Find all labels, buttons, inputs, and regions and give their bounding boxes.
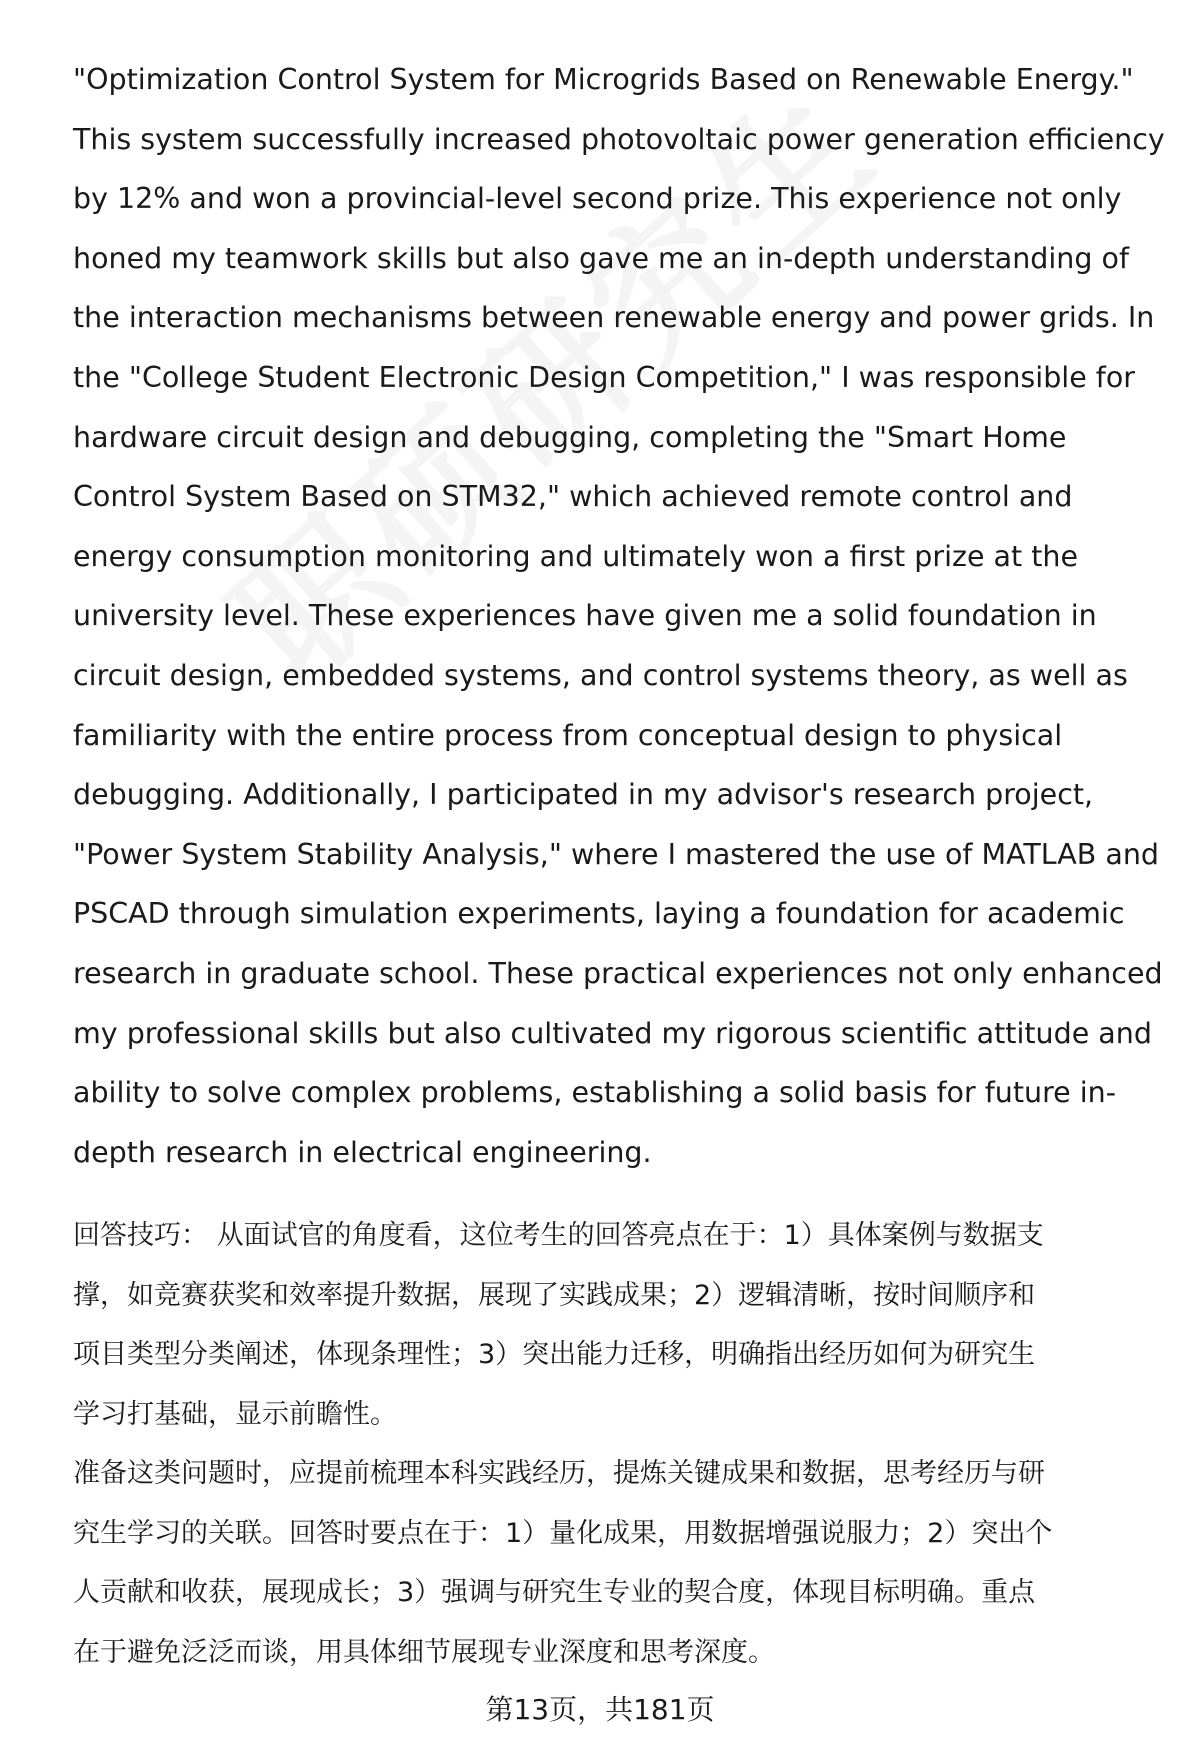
essay-line: ability to solve complex problems, establishing a solid basis for future in- <box>73 1076 1117 1110</box>
answer-tips-section <box>73 1206 1153 1682</box>
tips-line: 撑，如竞赛获奖和效率提升数据，展现了实践成果；2）逻辑清晰，按时间顺序和 <box>73 1279 1036 1311</box>
essay-line: honed my teamwork skills but also gave me an in-depth understanding of <box>73 241 1129 275</box>
essay-line: hardware circuit design and debugging, completing the "Smart Home <box>73 420 1067 454</box>
essay-line: university level. These experiences have given me a solid foundation in <box>73 599 1097 633</box>
essay-paragraph <box>73 50 1165 1182</box>
essay-line: the interaction mechanisms between renewable energy and power grids. In <box>73 301 1155 335</box>
tips-line: 在于避免泛泛而谈，用具体细节展现专业深度和思考深度。 <box>73 1636 775 1668</box>
essay-line: This system successfully increased photovoltaic power generation efficiency <box>73 122 1165 156</box>
essay-line: familiarity with the entire process from conceptual design to physical <box>73 718 1063 752</box>
tips-line: 项目类型分类阐述，体现条理性；3）突出能力迁移，明确指出经历如何为研究生 <box>73 1339 1036 1370</box>
essay-line: the "College Student Electronic Design Competition," I was responsible for <box>73 360 1135 394</box>
essay-line: research in graduate school. These practical experiences not only enhanced <box>73 956 1163 990</box>
tips-line: 学习打基础，显示前瞻性。 <box>73 1398 397 1430</box>
essay-line: "Power System Stability Analysis," where I mastered the use of MATLAB and <box>73 837 1160 871</box>
essay-line: my professional skills but also cultivated my rigorous scientific attitude and <box>73 1016 1152 1050</box>
essay-line: debugging. Additionally, I participated in my advisor's research project, <box>73 778 1094 812</box>
essay-line: depth research in electrical engineering. <box>73 1135 652 1169</box>
essay-line: circuit design, embedded systems, and control systems theory, as well as <box>73 658 1128 692</box>
tips-line: 回答技巧： 从面试官的角度看，这位考生的回答亮点在于：1）具体案例与数据支 <box>73 1220 1044 1251</box>
essay-line: energy consumption monitoring and ultimately won a first prize at the <box>73 539 1079 573</box>
essay-line: Control System Based on STM32," which achieved remote control and <box>73 480 1073 514</box>
essay-line: PSCAD through simulation experiments, laying a foundation for academic <box>73 897 1125 931</box>
tips-line: 人贡献和收获，展现成长；3）强调与研究生专业的契合度，体现目标明确。重点 <box>73 1577 1036 1608</box>
tips-line: 究生学习的关联。回答时要点在于：1）量化成果，用数据增强说服力；2）突出个 <box>73 1517 1053 1549</box>
tips-line: 准备这类问题时，应提前梳理本科实践经历，提炼关键成果和数据，思考经历与研 <box>73 1458 1045 1489</box>
essay-line: by 12% and won a provincial-level second prize. This experience not only <box>73 182 1122 216</box>
essay-line: "Optimization Control System for Microgrids Based on Renewable Energy." <box>73 63 1134 96</box>
page-number: 第13页，共181页 <box>485 1693 715 1726</box>
